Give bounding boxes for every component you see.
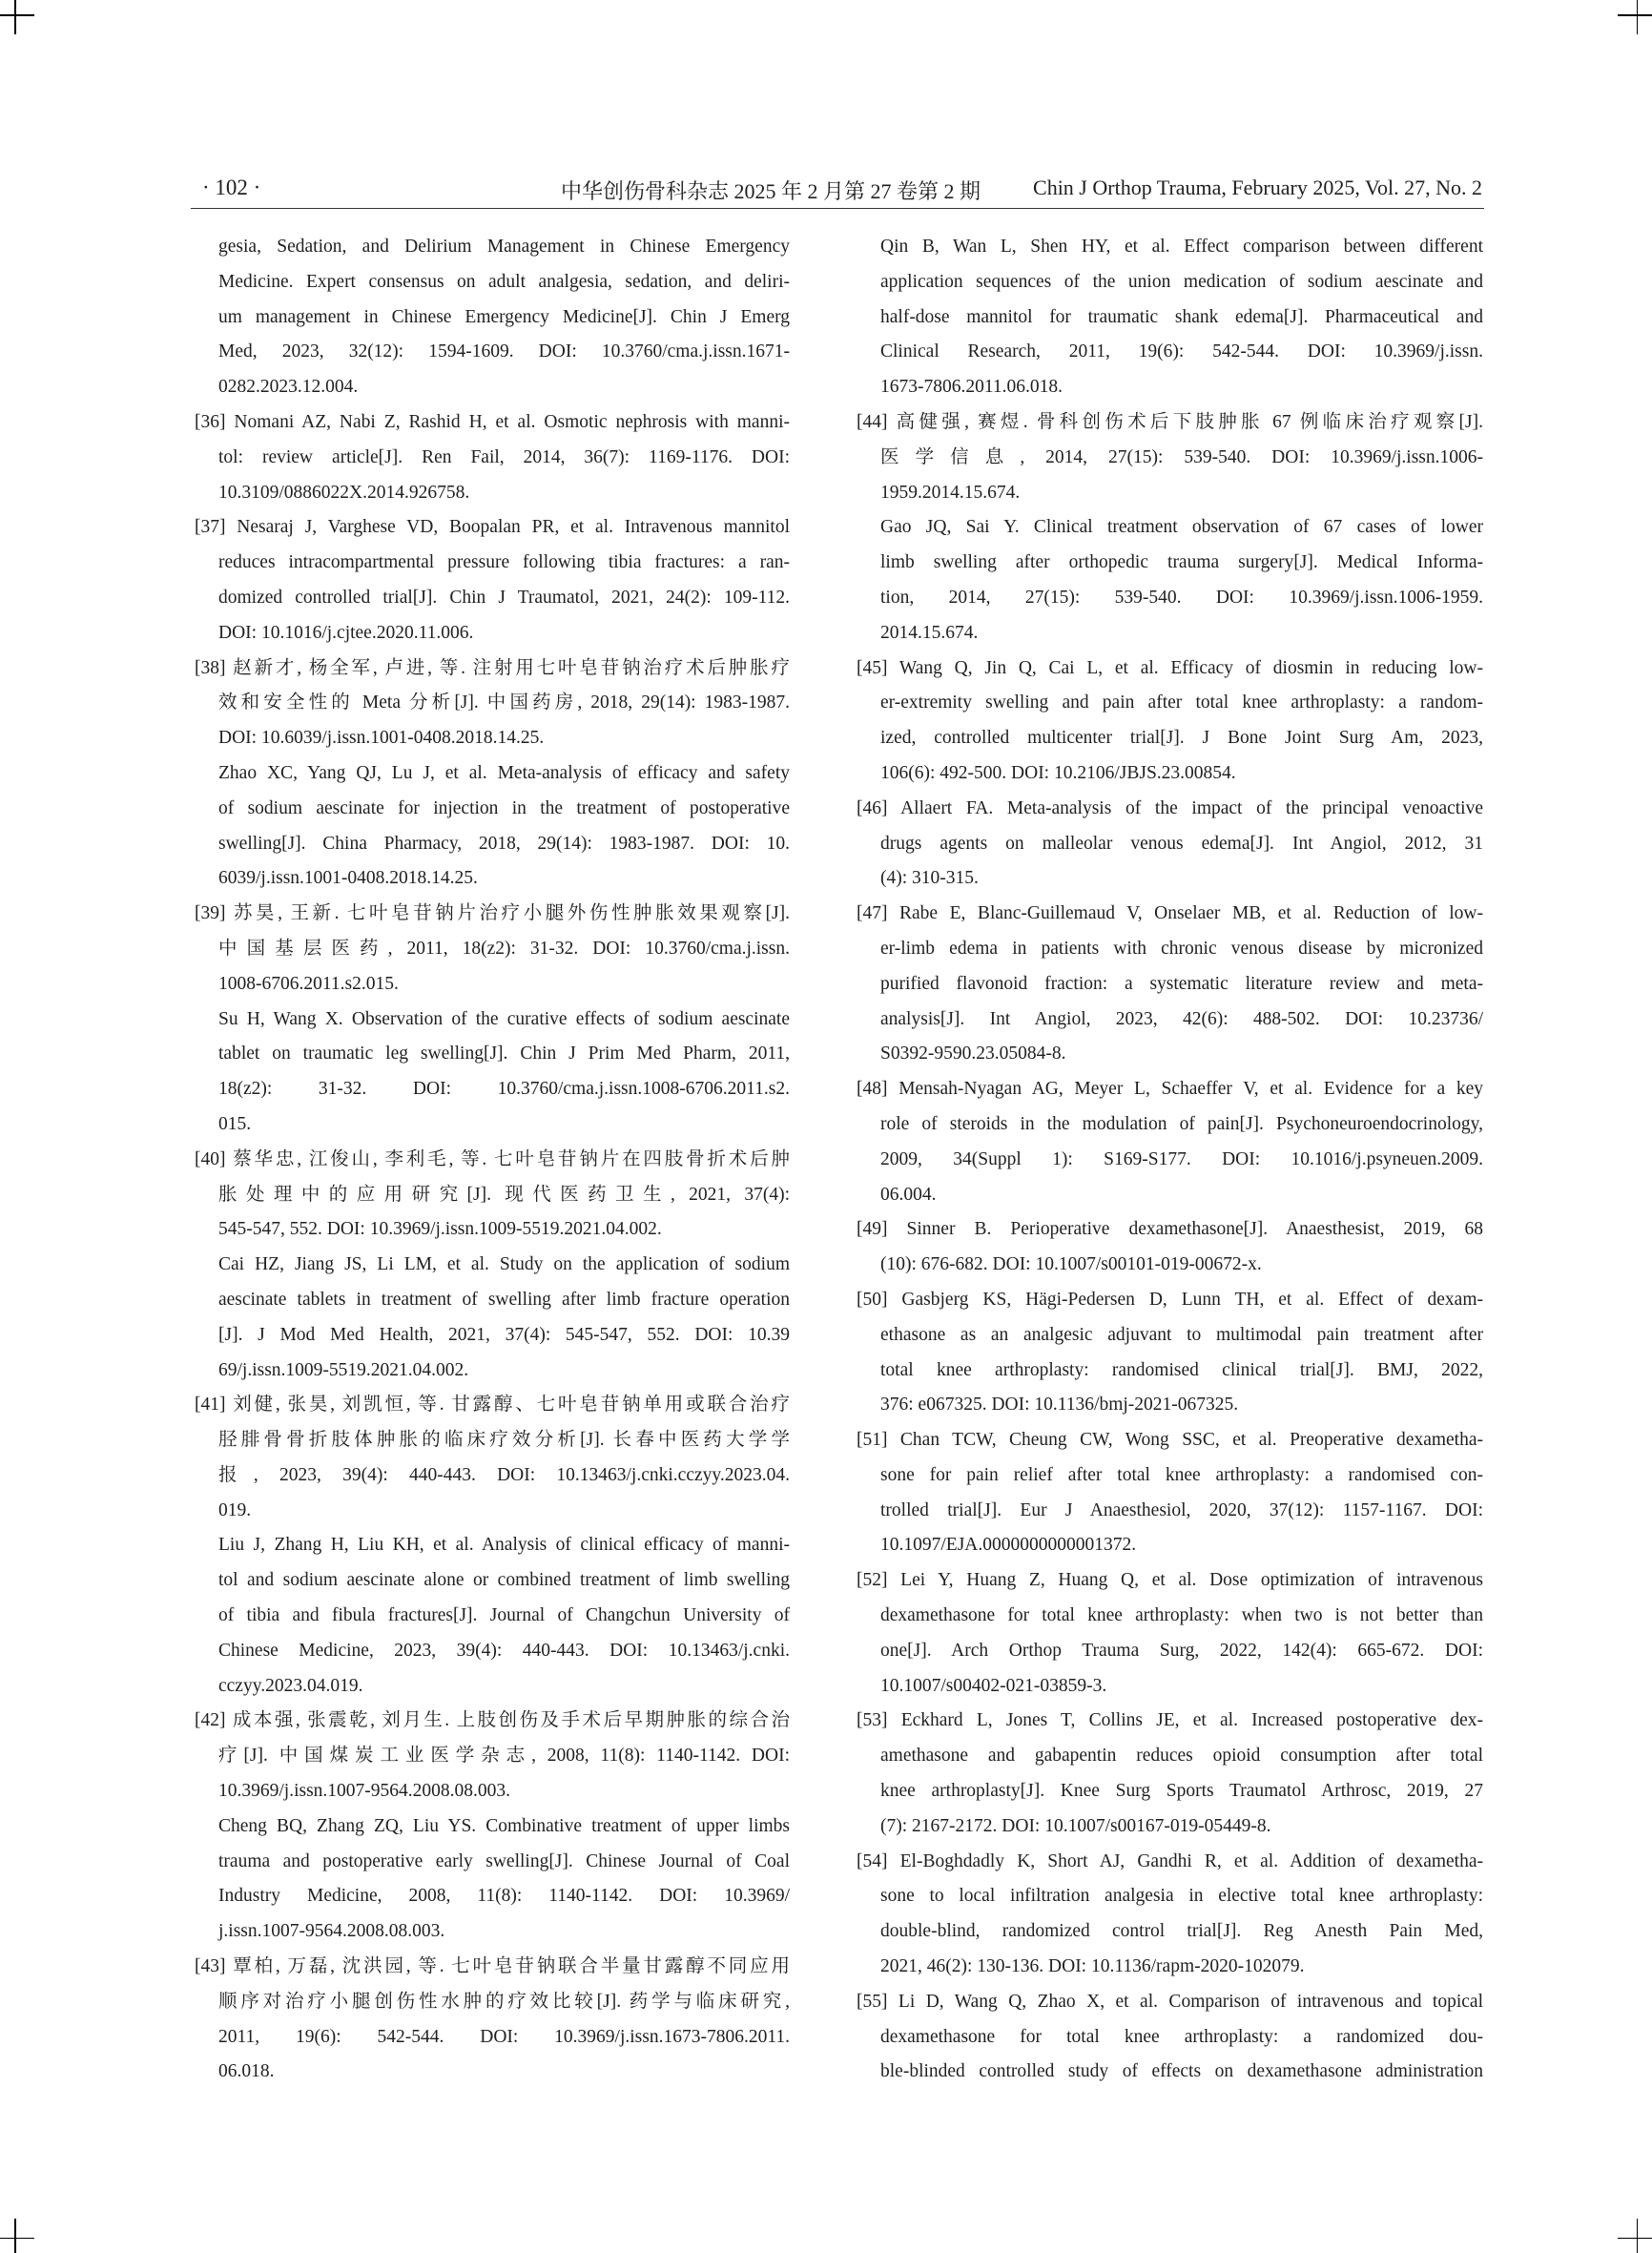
reference-line: [53] Eckhard L, Jones T, Collins JE, et al. Increased postoperative dex-	[857, 1710, 1483, 1731]
reference-line: swelling[J]. China Pharmacy, 2018, 29(14): 1983-1987. DOI: 10.	[218, 833, 790, 854]
references-left-column	[195, 230, 790, 2090]
reference-line: 效和安全性的 Meta 分析[J]. 中国药房, 2018, 29(14): 1983-1987.	[218, 692, 790, 713]
reference-line: 545-547, 552. DOI: 10.3969/j.issn.1009-5519.2021.04.002.	[218, 1219, 662, 1240]
reference-line: 胀处理中的应用研究[J]. 现代医药卫生, 2021, 37(4):	[218, 1184, 790, 1205]
reference-line: tol and sodium aescinate alone or combined treatment of limb swelling	[218, 1570, 790, 1591]
reference-line: 06.004.	[880, 1184, 937, 1205]
reference-line: analysis[J]. Int Angiol, 2023, 42(6): 488-502. DOI: 10.23736/	[880, 1008, 1483, 1029]
reference-line: 376: e067325. DOI: 10.1136/bmj-2021-067325.	[880, 1395, 1239, 1416]
reference-line: 6039/j.issn.1001-0408.2018.14.25.	[218, 868, 478, 889]
reference-line: 2009, 34(Suppl 1): S169-S177. DOI: 10.1016/j.psyneuen.2009.	[880, 1148, 1483, 1169]
reference-line: drugs agents on malleolar venous edema[J]. Int Angiol, 2012, 31	[880, 833, 1483, 854]
reference-line: 10.3969/j.issn.1007-9564.2008.08.003.	[218, 1781, 511, 1802]
crop-mark-top-right-h	[1618, 14, 1652, 16]
reference-line: gesia, Sedation, and Delirium Management in Chinese Emergency	[218, 237, 790, 257]
reference-line: 2014.15.674.	[880, 622, 979, 643]
reference-line: j.issn.1007-9564.2008.08.003.	[218, 1921, 445, 1942]
reference-line: 0282.2023.12.004.	[218, 377, 359, 398]
reference-line: Chinese Medicine, 2023, 39(4): 440-443. DOI: 10.13463/j.cnki.	[218, 1640, 790, 1661]
reference-line: dexamethasone for total knee arthroplasty: a randomized dou-	[880, 2026, 1483, 2047]
reference-line: one[J]. Arch Orthop Trauma Surg, 2022, 142(4): 665-672. DOI:	[880, 1640, 1483, 1661]
reference-line: dexamethasone for total knee arthroplasty: when two is not better than	[880, 1605, 1483, 1626]
reference-line: [43] 覃柏, 万磊, 沈洪园, 等. 七叶皂苷钠联合半量甘露醇不同应用	[195, 1956, 790, 1977]
reference-line: Zhao XC, Yang QJ, Lu J, et al. Meta-analysis of efficacy and safety	[218, 762, 790, 783]
reference-line: DOI: 10.1016/j.cjtee.2020.11.006.	[218, 622, 474, 643]
reference-line: 2011, 19(6): 542-544. DOI: 10.3969/j.issn.1673-7806.2011.	[218, 2026, 790, 2047]
reference-line: Industry Medicine, 2008, 11(8): 1140-1142. DOI: 10.3969/	[218, 1886, 790, 1907]
reference-line: [42] 成本强, 张震乾, 刘月生. 上肢创伤及手术后早期肿胀的综合治	[195, 1710, 790, 1731]
reference-line: Liu J, Zhang H, Liu KH, et al. Analysis of clinical efficacy of manni-	[218, 1535, 790, 1556]
running-header	[191, 176, 1484, 209]
reference-line: [37] Nesaraj J, Varghese VD, Boopalan PR, et al. Intravenous mannitol	[195, 517, 790, 538]
reference-line: 1673-7806.2011.06.018.	[880, 377, 1063, 398]
crop-mark-bottom-left-v	[14, 2219, 16, 2253]
reference-line: er-limb edema in patients with chronic venous disease by micronized	[880, 938, 1483, 959]
reference-line: [36] Nomani AZ, Nabi Z, Rashid H, et al. Osmotic nephrosis with manni-	[195, 411, 790, 432]
reference-line: tion, 2014, 27(15): 539-540. DOI: 10.3969/j.issn.1006-1959.	[880, 587, 1483, 608]
reference-line: limb swelling after orthopedic trauma surgery[J]. Medical Informa-	[880, 552, 1483, 573]
reference-line: application sequences of the union medication of sodium aescinate and	[880, 271, 1483, 292]
reference-line: tablet on traumatic leg swelling[J]. Chin J Prim Med Pharm, 2011,	[218, 1044, 790, 1064]
reference-line: [41] 刘健, 张昊, 刘凯恒, 等. 甘露醇、七叶皂苷钠单用或联合治疗	[195, 1395, 790, 1416]
reference-line: [55] Li D, Wang Q, Zhao X, et al. Comparison of intravenous and topical	[857, 1991, 1483, 2012]
reference-line: 报, 2023, 39(4): 440-443. DOI: 10.13463/j.cnki.cczyy.2023.04.	[218, 1464, 790, 1485]
references-right-column	[857, 230, 1483, 2090]
reference-line: Gao JQ, Sai Y. Clinical treatment observation of 67 cases of lower	[880, 517, 1483, 538]
reference-line: 1008-6706.2011.s2.015.	[218, 973, 399, 994]
reference-line: [J]. J Mod Med Health, 2021, 37(4): 545-547, 552. DOI: 10.39	[218, 1324, 790, 1345]
reference-line: half-dose mannitol for traumatic shank edema[J]. Pharmaceutical and	[880, 306, 1483, 327]
reference-line: ethasone as an analgesic adjuvant to multimodal pain treatment after	[880, 1324, 1483, 1345]
reference-line: S0392-9590.23.05084-8.	[880, 1044, 1066, 1064]
reference-line: 10.1097/EJA.0000000000001372.	[880, 1535, 1137, 1556]
reference-line: 015.	[218, 1113, 252, 1134]
reference-line: 10.1007/s00402-021-03859-3.	[880, 1675, 1107, 1696]
reference-line: of sodium aescinate for injection in the treatment of postoperative	[218, 797, 790, 818]
reference-line: 019.	[218, 1499, 252, 1520]
reference-line: [46] Allaert FA. Meta-analysis of the impact of the principal venoactive	[857, 797, 1483, 818]
crop-mark-top-right-v	[1637, 0, 1639, 34]
journal-title-cn: 中华创伤骨科杂志 2025 年 2 月第 27 卷第 2 期	[561, 179, 981, 203]
reference-line: DOI: 10.6039/j.issn.1001-0408.2018.14.25.	[218, 728, 545, 749]
reference-line: double-blind, randomized control trial[J]. Reg Anesth Pain Med,	[880, 1921, 1483, 1942]
reference-line: [39] 苏昊, 王新. 七叶皂苷钠片治疗小腿外伤性肿胀效果观察[J].	[195, 903, 790, 924]
reference-line: 顺序对治疗小腿创伤性水肿的疗效比较[J]. 药学与临床研究,	[218, 1991, 790, 2012]
reference-line: um management in Chinese Emergency Medicine[J]. Chin J Emerg	[218, 306, 790, 327]
reference-line: er-extremity swelling and pain after total knee arthroplasty: a random-	[880, 692, 1483, 713]
reference-line: [48] Mensah-Nyagan AG, Meyer L, Schaeffer V, et al. Evidence for a key	[857, 1079, 1483, 1100]
reference-line: 106(6): 492-500. DOI: 10.2106/JBJS.23.00854.	[880, 762, 1236, 783]
reference-line: Clinical Research, 2011, 19(6): 542-544. DOI: 10.3969/j.issn.	[880, 341, 1483, 362]
reference-line: [47] Rabe E, Blanc-Guillemaud V, Onselaer MB, et al. Reduction of low-	[857, 903, 1483, 924]
reference-line: of tibia and fibula fractures[J]. Journal of Changchun University of	[218, 1605, 790, 1626]
reference-line: [52] Lei Y, Huang Z, Huang Q, et al. Dose optimization of intravenous	[857, 1570, 1483, 1591]
reference-line: [51] Chan TCW, Cheung CW, Wong SSC, et al. Preoperative dexametha-	[857, 1430, 1483, 1451]
reference-line: Med, 2023, 32(12): 1594-1609. DOI: 10.3760/cma.j.issn.1671-	[218, 341, 790, 362]
reference-line: [40] 蔡华忠, 江俊山, 李利毛, 等. 七叶皂苷钠片在四肢骨折术后肿	[195, 1148, 790, 1169]
reference-line: sone to local infiltration analgesia in elective total knee arthroplasty:	[880, 1886, 1483, 1907]
reference-line: tol: review article[J]. Ren Fail, 2014, 36(7): 1169-1176. DOI:	[218, 446, 790, 467]
reference-line: sone for pain relief after total knee arthroplasty: a randomised con-	[880, 1464, 1483, 1485]
reference-line: Cheng BQ, Zhang ZQ, Liu YS. Combinative treatment of upper limbs	[218, 1815, 790, 1836]
reference-line: 69/j.issn.1009-5519.2021.04.002.	[218, 1359, 469, 1380]
reference-line: 18(z2): 31-32. DOI: 10.3760/cma.j.issn.1008-6706.2011.s2.	[218, 1079, 790, 1100]
reference-line: Medicine. Expert consensus on adult analgesia, sedation, and deliri-	[218, 271, 790, 292]
reference-line: reduces intracompartmental pressure following tibia fractures: a ran-	[218, 552, 790, 573]
reference-line: trauma and postoperative early swelling[J]. Chinese Journal of Coal	[218, 1850, 790, 1871]
reference-line: total knee arthroplasty: randomised clinical trial[J]. BMJ, 2022,	[880, 1359, 1483, 1380]
reference-line: [54] El-Boghdadly K, Short AJ, Gandhi R, et al. Addition of dexametha-	[857, 1850, 1483, 1871]
reference-line: amethasone and gabapentin reduces opioid consumption after total	[880, 1746, 1483, 1767]
reference-line: knee arthroplasty[J]. Knee Surg Sports Traumatol Arthrosc, 2019, 27	[880, 1781, 1483, 1802]
reference-line: Su H, Wang X. Observation of the curative effects of sodium aescinate	[218, 1008, 790, 1029]
reference-line: (4): 310-315.	[880, 868, 979, 889]
reference-line: 06.018.	[218, 2061, 275, 2082]
reference-line: 1959.2014.15.674.	[880, 482, 1021, 503]
reference-line: Cai HZ, Jiang JS, Li LM, et al. Study on the application of sodium	[218, 1254, 790, 1275]
reference-line: [45] Wang Q, Jin Q, Cai L, et al. Efficacy of diosmin in reducing low-	[857, 657, 1483, 678]
reference-line: role of steroids in the modulation of pain[J]. Psychoneuroendocrinology,	[880, 1113, 1483, 1134]
reference-line: 2021, 46(2): 130-136. DOI: 10.1136/rapm-2020-102079.	[880, 1956, 1305, 1977]
crop-mark-top-left-h	[0, 14, 34, 16]
crop-mark-bottom-right-v	[1637, 2219, 1639, 2253]
reference-line: ized, controlled multicenter trial[J]. J Bone Joint Surg Am, 2023,	[880, 728, 1483, 749]
reference-line: cczyy.2023.04.019.	[218, 1675, 363, 1696]
reference-line: ble-blinded controlled study of effects on dexamethasone administration	[880, 2061, 1483, 2082]
reference-line: aescinate tablets in treatment of swelling after limb fracture operation	[218, 1289, 790, 1310]
reference-line: (10): 676-682. DOI: 10.1007/s00101-019-00672-x.	[880, 1254, 1262, 1275]
reference-line: [50] Gasbjerg KS, Hägi-Pedersen D, Lunn TH, et al. Effect of dexam-	[857, 1289, 1483, 1310]
crop-mark-bottom-right-h	[1618, 2238, 1652, 2240]
crop-mark-bottom-left-h	[0, 2238, 34, 2240]
reference-line: 中国基层医药, 2011, 18(z2): 31-32. DOI: 10.3760/cma.j.issn.	[218, 938, 790, 959]
crop-mark-top-left-v	[14, 0, 16, 34]
reference-line: Qin B, Wan L, Shen HY, et al. Effect comparison between different	[880, 237, 1483, 257]
reference-line: trolled trial[J]. Eur J Anaesthesiol, 2020, 37(12): 1157-1167. DOI:	[880, 1499, 1483, 1520]
reference-line: 疗[J]. 中国煤炭工业医学杂志, 2008, 11(8): 1140-1142. DOI:	[218, 1746, 790, 1767]
reference-line: (7): 2167-2172. DOI: 10.1007/s00167-019-05449-8.	[880, 1815, 1271, 1836]
reference-line: domized controlled trial[J]. Chin J Traumatol, 2021, 24(2): 109-112.	[218, 587, 790, 608]
journal-title-en: Chin J Orthop Trauma, February 2025, Vol. 27, No. 2	[1033, 176, 1482, 199]
reference-line: 10.3109/0886022X.2014.926758.	[218, 482, 470, 503]
reference-line: 胫腓骨骨折肢体肿胀的临床疗效分析[J]. 长春中医药大学学	[218, 1430, 790, 1451]
reference-line: 医学信息, 2014, 27(15): 539-540. DOI: 10.3969/j.issn.1006-	[880, 446, 1483, 467]
reference-line: [49] Sinner B. Perioperative dexamethasone[J]. Anaesthesist, 2019, 68	[857, 1219, 1483, 1240]
reference-line: [38] 赵新才, 杨全军, 卢进, 等. 注射用七叶皂苷钠治疗术后肿胀疗	[195, 657, 790, 678]
reference-line: purified flavonoid fraction: a systematic literature review and meta-	[880, 973, 1483, 994]
page-number: · 102 ·	[202, 176, 261, 199]
reference-line: [44] 高健强, 赛煜. 骨科创伤术后下肢肿胀 67 例临床治疗观察[J].	[857, 411, 1483, 432]
